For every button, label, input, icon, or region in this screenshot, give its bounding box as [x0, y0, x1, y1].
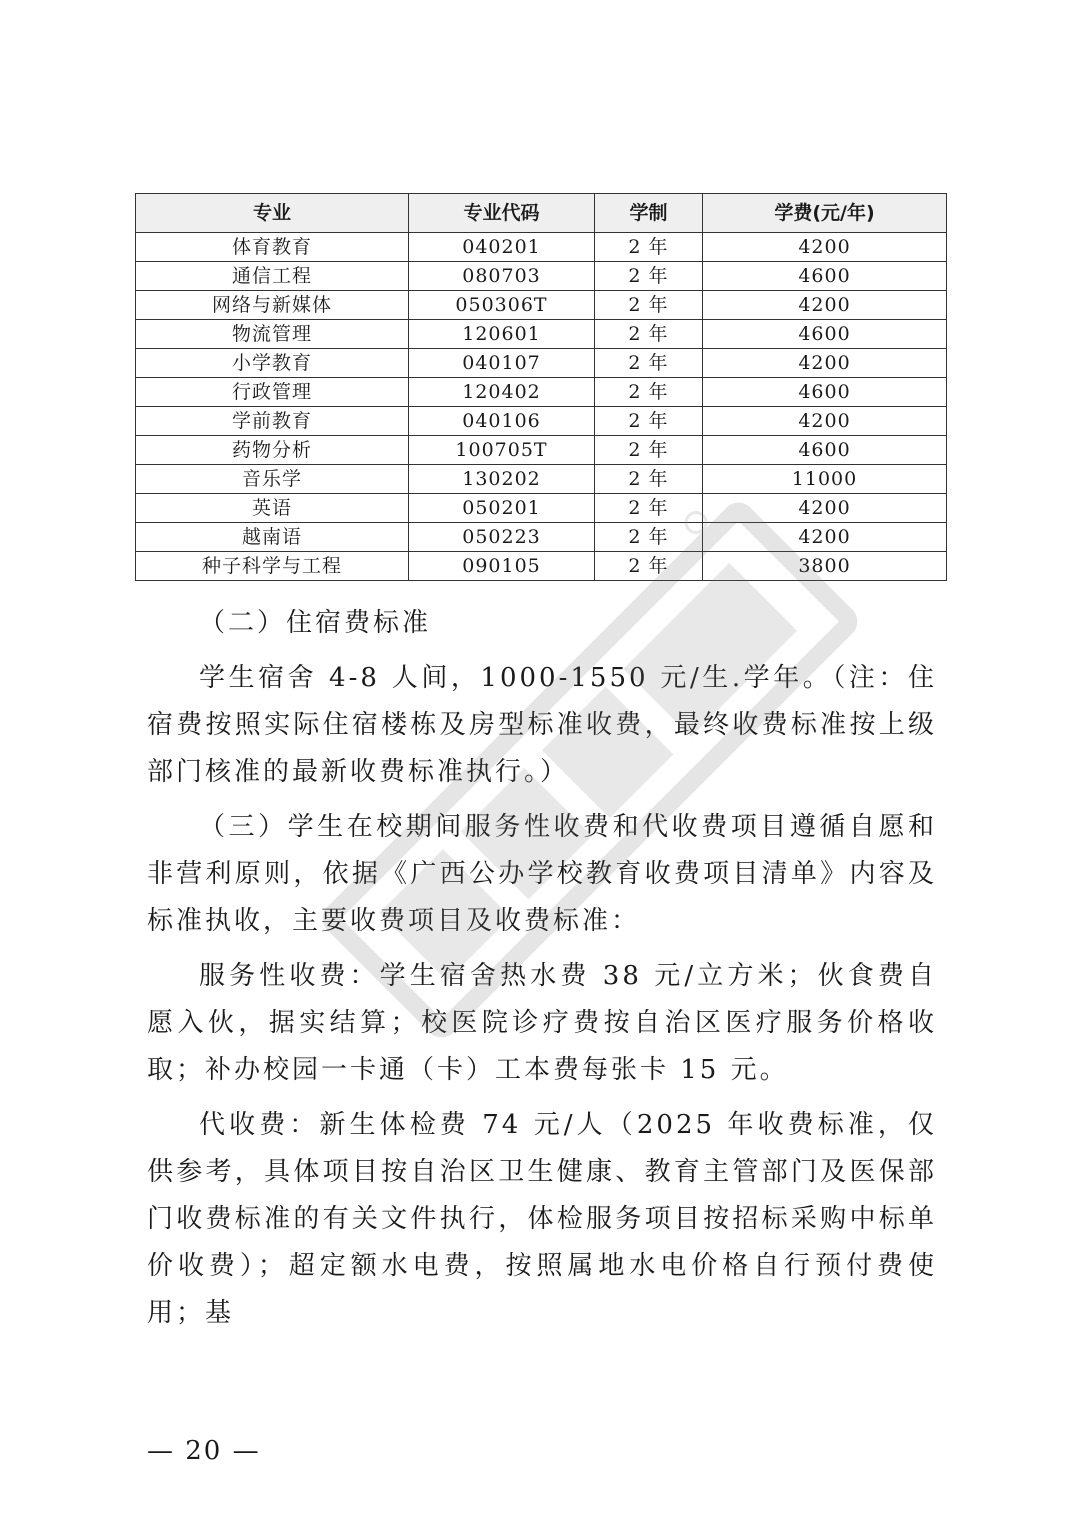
- page-number: — 20 —: [147, 1436, 261, 1466]
- cell-tuition: 11000: [703, 465, 947, 494]
- paragraph-service-fees: 服务性收费：学生宿舍热水费 38 元/立方米；伙食费自愿入伙，据实结算；校医院诊疗费按自治区医疗服务价格收取；补办校园一卡通（卡）工本费每张卡 15 元。: [147, 961, 937, 1085]
- cell-tuition: 4200: [703, 523, 947, 552]
- cell-duration: 2 年: [595, 320, 703, 349]
- header-duration: 学制: [595, 194, 703, 233]
- cell-tuition: 4600: [703, 262, 947, 291]
- table-row: [136, 349, 947, 378]
- cell-duration: 2 年: [595, 349, 703, 378]
- paragraph-collected-fees: 代收费：新生体检费 74 元/人（2025 年收费标准，仅供参考，具体项目按自治区卫生健康、教育主管部门及医保部门收费标准的有关文件执行，体检服务项目按招标采购中标单价收费）；超定额水电费，按照属地水电价格自行预付费使用；基: [147, 1110, 937, 1328]
- cell-duration: 2 年: [595, 494, 703, 523]
- table-row: [136, 262, 947, 291]
- tuition-table: [135, 193, 947, 581]
- cell-code: 120601: [409, 320, 595, 349]
- cell-tuition: 4600: [703, 436, 947, 465]
- cell-duration: 2 年: [595, 407, 703, 436]
- cell-major: 英语: [136, 494, 409, 523]
- cell-code: 040106: [409, 407, 595, 436]
- cell-code: 120402: [409, 378, 595, 407]
- cell-tuition: 4200: [703, 349, 947, 378]
- cell-code: 100705T: [409, 436, 595, 465]
- cell-duration: 2 年: [595, 291, 703, 320]
- cell-major: 音乐学: [136, 465, 409, 494]
- cell-major: 越南语: [136, 523, 409, 552]
- cell-major: 体育教育: [136, 233, 409, 262]
- header-tuition: 学费(元/年): [703, 194, 947, 233]
- table-row: [136, 523, 947, 552]
- cell-code: 090105: [409, 552, 595, 581]
- cell-code: 040107: [409, 349, 595, 378]
- paragraph-accommodation-fee: 学生宿舍 4-8 人间，1000-1550 元/生.学年。（注：住宿费按照实际住宿楼栋及房型标准收费，最终收费标准按上级部门核准的最新收费标准执行。）: [147, 663, 937, 787]
- table-header-row: [136, 194, 947, 233]
- cell-code: 050306T: [409, 291, 595, 320]
- cell-tuition: 4200: [703, 291, 947, 320]
- body-text: [147, 600, 937, 1337]
- table-row: [136, 320, 947, 349]
- table-row: [136, 407, 947, 436]
- cell-major: 物流管理: [136, 320, 409, 349]
- cell-duration: 2 年: [595, 233, 703, 262]
- table-row: [136, 494, 947, 523]
- cell-code: 130202: [409, 465, 595, 494]
- cell-major: 学前教育: [136, 407, 409, 436]
- cell-duration: 2 年: [595, 262, 703, 291]
- section-heading-accommodation: （二）住宿费标准: [199, 608, 432, 638]
- header-major-code: 专业代码: [409, 194, 595, 233]
- cell-major: 通信工程: [136, 262, 409, 291]
- cell-major: 药物分析: [136, 436, 409, 465]
- cell-duration: 2 年: [595, 465, 703, 494]
- cell-tuition: 4200: [703, 494, 947, 523]
- cell-tuition: 4600: [703, 320, 947, 349]
- cell-tuition: 3800: [703, 552, 947, 581]
- cell-major: 种子科学与工程: [136, 552, 409, 581]
- table-row: [136, 378, 947, 407]
- section-heading-service-fees: （三）学生在校期间服务性收费和代收费项目遵循自愿和非营利原则，依据《广西公办学校教育收费项目清单》内容及标准执收，主要收费项目及收费标准：: [147, 812, 937, 936]
- cell-code: 080703: [409, 262, 595, 291]
- cell-major: 行政管理: [136, 378, 409, 407]
- table-row: [136, 233, 947, 262]
- table-row: [136, 436, 947, 465]
- cell-duration: 2 年: [595, 523, 703, 552]
- cell-duration: 2 年: [595, 552, 703, 581]
- cell-major: 网络与新媒体: [136, 291, 409, 320]
- cell-duration: 2 年: [595, 378, 703, 407]
- table-row: [136, 465, 947, 494]
- cell-tuition: 4200: [703, 407, 947, 436]
- cell-code: 040201: [409, 233, 595, 262]
- cell-major: 小学教育: [136, 349, 409, 378]
- table-row: [136, 552, 947, 581]
- cell-tuition: 4600: [703, 378, 947, 407]
- cell-code: 050201: [409, 494, 595, 523]
- header-major: 专业: [136, 194, 409, 233]
- cell-code: 050223: [409, 523, 595, 552]
- table-row: [136, 291, 947, 320]
- cell-duration: 2 年: [595, 436, 703, 465]
- cell-tuition: 4200: [703, 233, 947, 262]
